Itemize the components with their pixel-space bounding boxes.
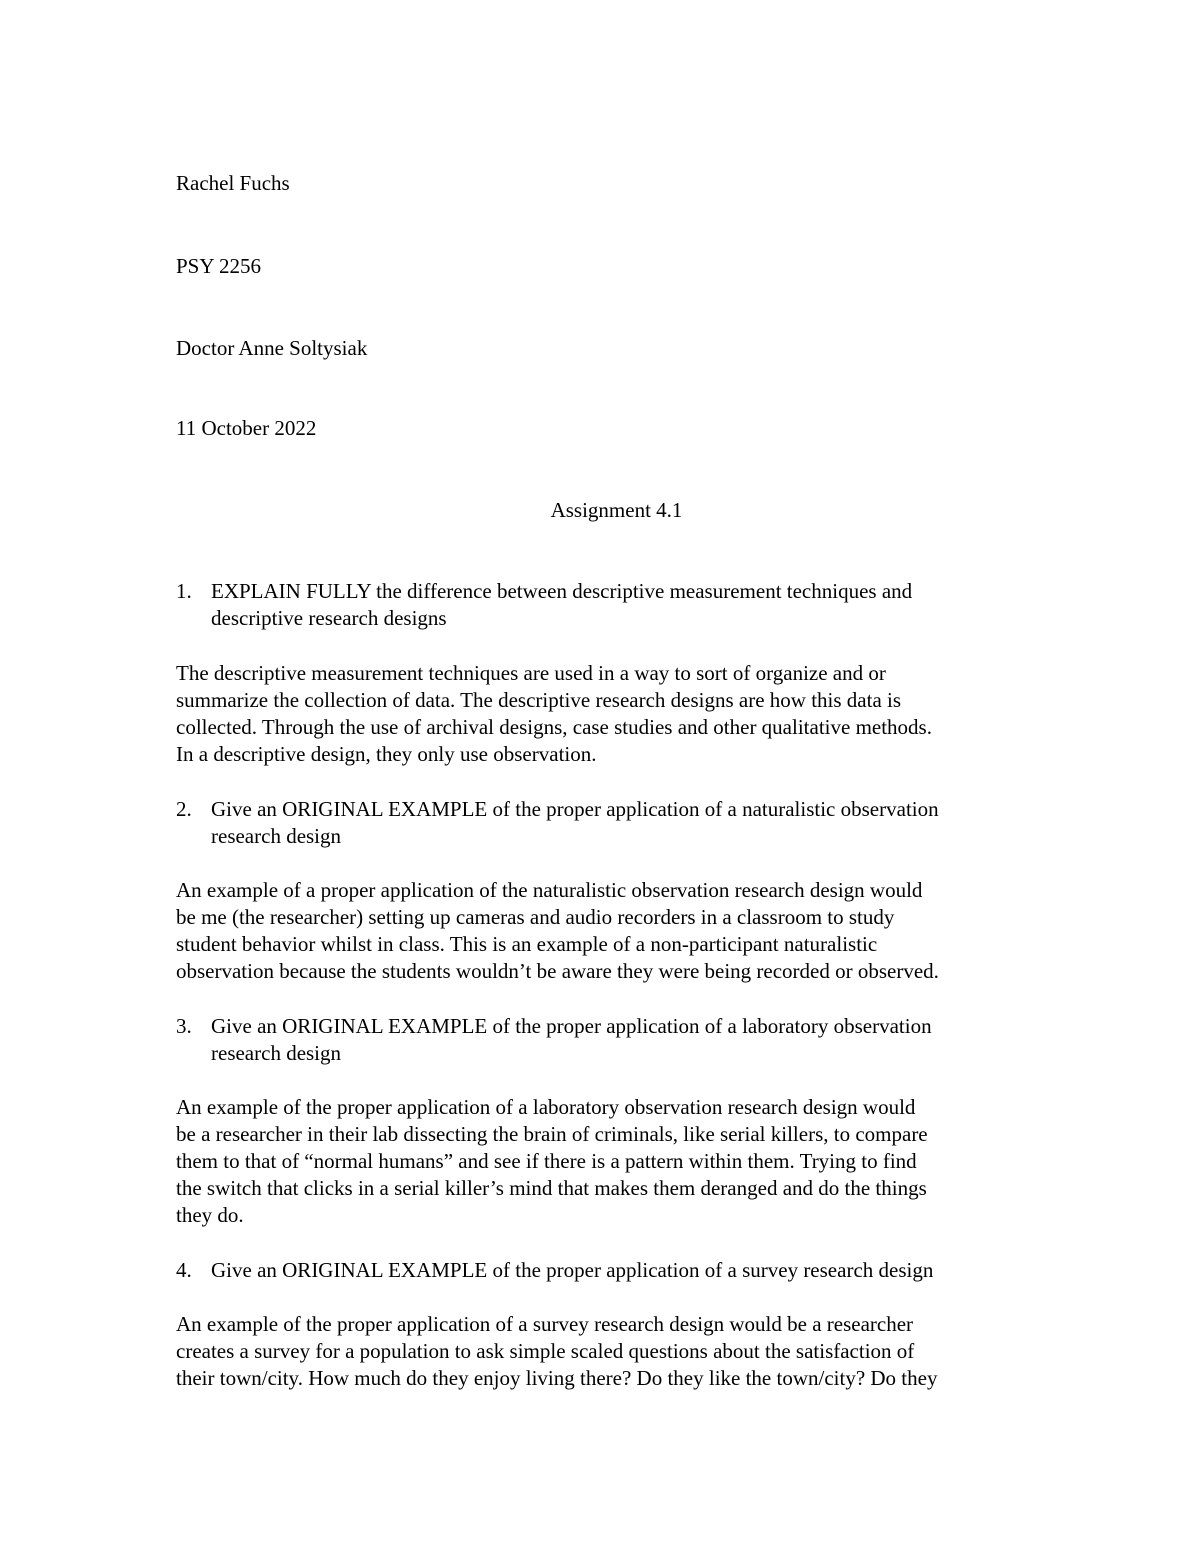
question-line: research design [211,1041,342,1065]
page-title: Assignment 4.1 [550,498,683,522]
answer-line: creates a survey for a population to ask simple scaled questions about the satisfaction of [176,1339,915,1363]
answer-line: student behavior whilst in class. This is an example of a non-participant naturalistic [176,932,878,956]
answer-line: the switch that clicks in a serial killer’s mind that makes them deranged and do the things [176,1176,927,1200]
answer-line: be a researcher in their lab dissecting the brain of criminals, like serial killers, to compare [176,1122,928,1146]
course-code: PSY 2256 [176,254,261,278]
question-line: research design [211,824,342,848]
question-line: Give an ORIGINAL EXAMPLE of the proper application of a survey research design [211,1258,934,1282]
answer-paragraph [176,877,1076,985]
answer-line: The descriptive measurement techniques are used in a way to sort of organize and or [176,661,886,685]
answer-line: An example of the proper application of a laboratory observation research design would [176,1095,916,1119]
question-text [211,578,1071,632]
answer-line: their town/city. How much do they enjoy living there? Do they like the town/city? Do they [176,1366,938,1390]
document-date: 11 October 2022 [176,416,317,440]
answer-line: In a descriptive design, they only use observation. [176,742,597,766]
question-line: descriptive research designs [211,606,447,630]
answer-line: they do. [176,1203,244,1227]
answer-line: An example of the proper application of a survey research design would be a researcher [176,1312,914,1336]
instructor-name: Doctor Anne Soltysiak [176,336,368,360]
question-number: 4. [176,1258,192,1282]
question-text [211,796,1071,850]
answer-line: them to that of “normal humans” and see if there is a pattern within them. Trying to find [176,1149,917,1173]
answer-line: be me (the researcher) setting up cameras and audio recorders in a classroom to study [176,905,895,929]
question-text [211,1013,1071,1067]
question-text [211,1257,1071,1284]
question-line: Give an ORIGINAL EXAMPLE of the proper application of a laboratory observation [211,1014,932,1038]
question-number: 2. [176,797,192,821]
question-number: 3. [176,1014,192,1038]
answer-paragraph [176,660,1076,768]
question-line: EXPLAIN FULLY the difference between descriptive measurement techniques and [211,579,913,603]
answer-line: observation because the students wouldn’t be aware they were being recorded or observed. [176,959,939,983]
answer-paragraph [176,1311,1076,1392]
question-line: Give an ORIGINAL EXAMPLE of the proper application of a naturalistic observation [211,797,939,821]
answer-paragraph [176,1094,1076,1229]
answer-line: summarize the collection of data. The descriptive research designs are how this data is [176,688,902,712]
author-name: Rachel Fuchs [176,171,290,195]
answer-line: collected. Through the use of archival designs, case studies and other qualitative methods. [176,715,932,739]
answer-line: An example of a proper application of the naturalistic observation research design would [176,878,923,902]
question-number: 1. [176,579,192,603]
